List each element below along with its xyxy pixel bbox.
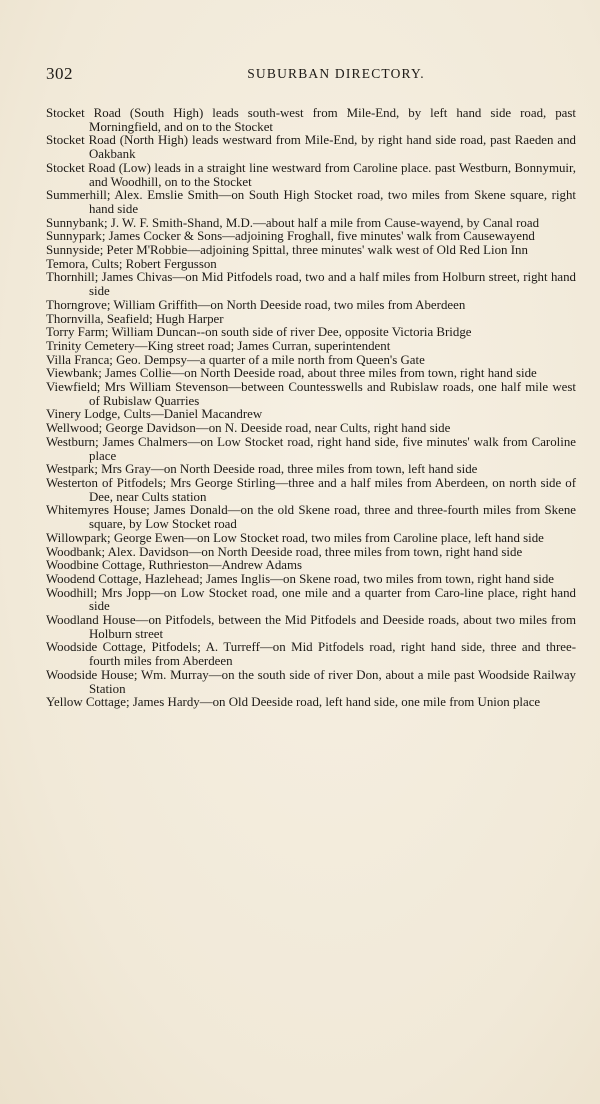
directory-entry: Viewfield; Mrs William Stevenson—between Countesswells and Rubislaw roads, one half mile west of Rubislaw Quarries [46,380,576,408]
directory-entry: Willowpark; George Ewen—on Low Stocket road, two miles from Caroline place, left hand side [46,530,544,545]
page-header [46,64,576,86]
directory-entry: Woodhill; Mrs Jopp—on Low Stocket road, one mile and a quarter from Caro-line place, right hand side [46,585,576,614]
directory-entries [46,107,576,710]
directory-entry: Torry Farm; William Duncan--on south side of river Dee, opposite Victoria Bridge [46,325,472,340]
directory-entry: Sunnybank; J. W. F. Smith-Shand, M.D.—about half a mile from Cause-wayend, by Canal road [46,215,540,230]
directory-entry: Thorngrove; William Griffith—on North Deeside road, two miles from Aberdeen [46,297,466,312]
directory-entry: Westpark; Mrs Gray—on North Deeside road, three miles from town, left hand side [46,462,478,477]
running-title: SUBURBAN DIRECTORY. [247,66,425,81]
directory-entry: Thornvilla, Seafield; Hugh Harper [46,311,224,326]
directory-entry: Woodbank; Alex. Davidson—on North Deeside road, three miles from town, right hand side [46,544,523,559]
directory-entry: Woodside Cottage, Pitfodels; A. Turreff—on Mid Pitfodels road, right hand side, three and three-fourth miles from Aberdeen [46,640,576,669]
directory-entry: Westburn; James Chalmers—on Low Stocket road, right hand side, five minutes' walk from Caroline place [46,434,576,463]
directory-entry: Sunnypark; James Cocker & Sons—adjoining Froghall, five minutes' walk from Causewayend [46,229,535,244]
directory-entry: Temora, Cults; Robert Fergusson [46,256,217,271]
directory-entry: Woodland House—on Pitfodels, between the Mid Pitfodels and Deeside roads, about two miles from Holburn street [46,613,576,641]
directory-entry: Stocket Road (North High) leads westward from Mile-End, by right hand side road, past Raeden and Oakbank [46,133,576,162]
directory-entry: Woodbine Cottage, Ruthrieston—Andrew Adams [46,558,303,573]
directory-entry: Thornhill; James Chivas—on Mid Pitfodels road, two and a half miles from Holburn street, right hand side [46,270,576,299]
directory-entry: Trinity Cemetery—King street road; James Curran, superintendent [46,338,391,353]
directory-entry: Woodside House; Wm. Murray—on the south side of river Don, about a mile past Woodside Railway Station [46,667,576,696]
directory-entry: Yellow Cottage; James Hardy—on Old Deeside road, left hand side, one mile from Union place [46,695,541,710]
directory-entry: Villa Franca; Geo. Dempsy—a quarter of a mile north from Queen's Gate [46,352,425,367]
directory-entry: Woodend Cottage, Hazlehead; James Inglis—on Skene road, two miles from town, right hand side [46,571,555,586]
directory-entry: Viewbank; James Collie—on North Deeside road, about three miles from town, right hand side [46,366,537,381]
directory-entry: Whitemyres House; James Donald—on the old Skene road, three and three-fourth miles from Skene square, by Low Stocket road [46,503,576,532]
directory-entry: Stocket Road (Low) leads in a straight line westward from Caroline place. past Westburn, Bonnymuir, and Woodhill, on to the Stocket [46,160,576,189]
directory-entry: Sunnyside; Peter M'Robbie—adjoining Spittal, three minutes' walk west of Old Red Lion Inn [46,243,528,258]
directory-entry: Vinery Lodge, Cults—Daniel Macandrew [46,407,263,422]
directory-entry: Wellwood; George Davidson—on N. Deeside road, near Cults, right hand side [46,421,451,436]
page-number: 302 [46,64,73,83]
directory-entry: Stocket Road (South High) leads south-west from Mile-End, by left hand side road, past Morningfield, and on to the Stocket [46,106,576,134]
directory-entry: Summerhill; Alex. Emslie Smith—on South High Stocket road, two miles from Skene square, right hand side [46,188,576,216]
directory-entry: Westerton of Pitfodels; Mrs George Stirling—three and a half miles from Aberdeen, on north side of Dee, near Cults station [46,475,576,504]
